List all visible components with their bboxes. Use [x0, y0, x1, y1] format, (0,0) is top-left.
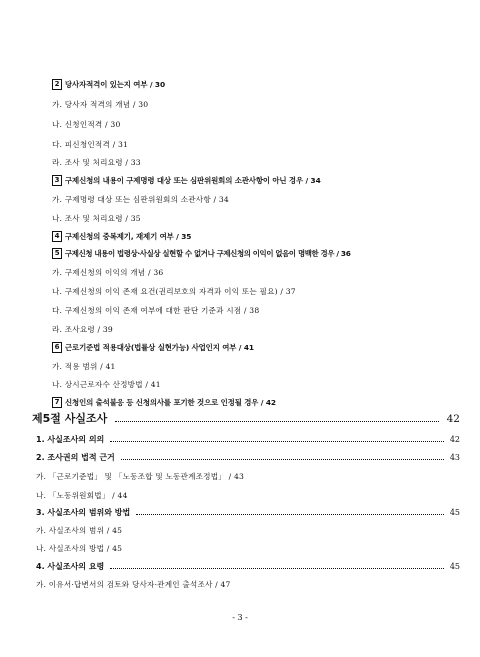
toc-page-number: 43 — [449, 453, 460, 462]
item-number-box: 7 — [52, 397, 62, 408]
toc-subitem — [52, 267, 163, 278]
toc-main-item — [36, 452, 460, 463]
toc-subitem — [36, 543, 122, 554]
toc-subitem-text: 가. 사실조사의 범위 / 45 — [36, 526, 123, 535]
toc-item-text: 신청인의 출석불응 등 신청의사를 포기한 것으로 인정될 경우 / 42 — [65, 398, 276, 407]
page-number: - 3 - — [232, 613, 248, 622]
item-number-box: 3 — [52, 175, 62, 186]
toc-subitem-text: 나. 사실조사의 방법 / 45 — [36, 544, 123, 553]
toc-item-text: 구제신청의 내용이 구제명령 대상 또는 심판위원회의 소관사항이 아닌 경우 / 34 — [65, 176, 321, 185]
toc-subitem — [52, 324, 113, 335]
toc-subitem — [52, 119, 121, 130]
toc-main-item-text: 2. 조사권의 법적 근거 — [36, 453, 115, 462]
toc-item — [52, 231, 191, 242]
toc-item — [52, 79, 165, 90]
toc-subitem-text: 가. 적용 범위 / 41 — [52, 362, 116, 371]
toc-item — [52, 175, 321, 186]
toc-subitem — [36, 490, 128, 501]
toc-subitem-text: 나. 신청인적격 / 30 — [52, 120, 121, 129]
toc-subitem-text: 나. 「노동위원회법」 / 44 — [36, 491, 128, 500]
toc-main-item-text: 4. 사실조사의 요령 — [36, 562, 105, 571]
toc-subitem-text: 나. 상시근로자수 산정방법 / 41 — [52, 380, 161, 389]
toc-subitem — [52, 213, 141, 224]
toc-subitem-text: 다. 구제신청의 이익 존재 여부에 대한 판단 기준과 시점 / 38 — [52, 306, 260, 315]
toc-subitem — [52, 379, 161, 390]
toc-item-text: 구제신청 내용이 법령상·사실상 실현할 수 없거나 구제신청의 이익이 없음이 명백한 경우 / 36 — [65, 249, 351, 258]
toc-subitem — [36, 579, 231, 590]
toc-subitem — [52, 157, 141, 168]
toc-subitem — [52, 139, 128, 150]
toc-subitem — [36, 471, 244, 482]
item-number-box: 4 — [52, 231, 62, 242]
toc-page-number: 45 — [449, 508, 460, 517]
toc-item-text: 당사자적격이 있는지 여부 / 30 — [65, 80, 166, 89]
toc-main-item-text: 3. 사실조사의 범위와 방법 — [36, 508, 131, 517]
toc-subitem — [52, 305, 259, 316]
toc-subitem — [36, 525, 122, 536]
toc-subitem-text: 가. 당사자 적격의 개념 / 30 — [52, 100, 149, 109]
toc-subitem-text: 가. 구제신청의 이익의 개념 / 36 — [52, 268, 164, 277]
toc-subitem-text: 가. 「근로기준법」 및 「노동조합 및 노동관계조정법」 / 43 — [36, 472, 245, 481]
toc-subitem-text: 다. 피신청인적격 / 31 — [52, 140, 129, 149]
toc-subitem-text: 가. 구제명령 대상 또는 심판위원회의 소관사항 / 34 — [52, 195, 229, 204]
toc-subitem — [52, 99, 148, 110]
dot-leader — [110, 562, 444, 569]
toc-main-item — [36, 434, 460, 445]
toc-subitem-text: 라. 조사 및 처리요령 / 33 — [52, 158, 141, 167]
toc-subitem-text: 라. 조사요령 / 39 — [52, 325, 113, 334]
toc-subitem — [52, 361, 116, 372]
toc-item-text: 근로기준법 적용대상(법률상 실현가능) 사업인지 여부 / 41 — [65, 343, 254, 352]
toc-page-number: 42 — [449, 435, 460, 444]
dot-leader — [121, 453, 444, 460]
toc-page-number: 45 — [449, 562, 460, 571]
toc-subitem — [52, 194, 229, 205]
dot-leader — [136, 508, 444, 515]
toc-subitem-text: 나. 구제신청의 이익 존재 요건(권리보호의 자격과 이익 또는 필요) / 37 — [52, 287, 296, 296]
item-number-box: 2 — [52, 79, 62, 90]
toc-item — [52, 248, 351, 259]
dot-leader — [115, 413, 438, 422]
toc-main-item-text: 1. 사실조사의 의의 — [36, 435, 105, 444]
toc-subitem — [52, 286, 296, 297]
toc-item — [52, 342, 254, 353]
toc-subitem-text: 가. 이유서·답변서의 검토와 당사자·관계인 출석조사 / 47 — [36, 580, 231, 589]
item-number-box: 6 — [52, 342, 62, 353]
item-number-box: 5 — [52, 248, 62, 259]
section-page-number: 42 — [446, 413, 460, 425]
toc-item — [52, 397, 276, 408]
toc-main-item — [36, 561, 460, 572]
section-title: 제5절 사실조사 — [32, 412, 108, 425]
toc-item-text: 구제신청의 중복제기, 재제기 여부 / 35 — [65, 232, 192, 241]
toc-main-item — [36, 507, 460, 518]
dot-leader — [110, 435, 444, 442]
section-heading — [32, 410, 460, 428]
toc-subitem-text: 나. 조사 및 처리요령 / 35 — [52, 214, 141, 223]
